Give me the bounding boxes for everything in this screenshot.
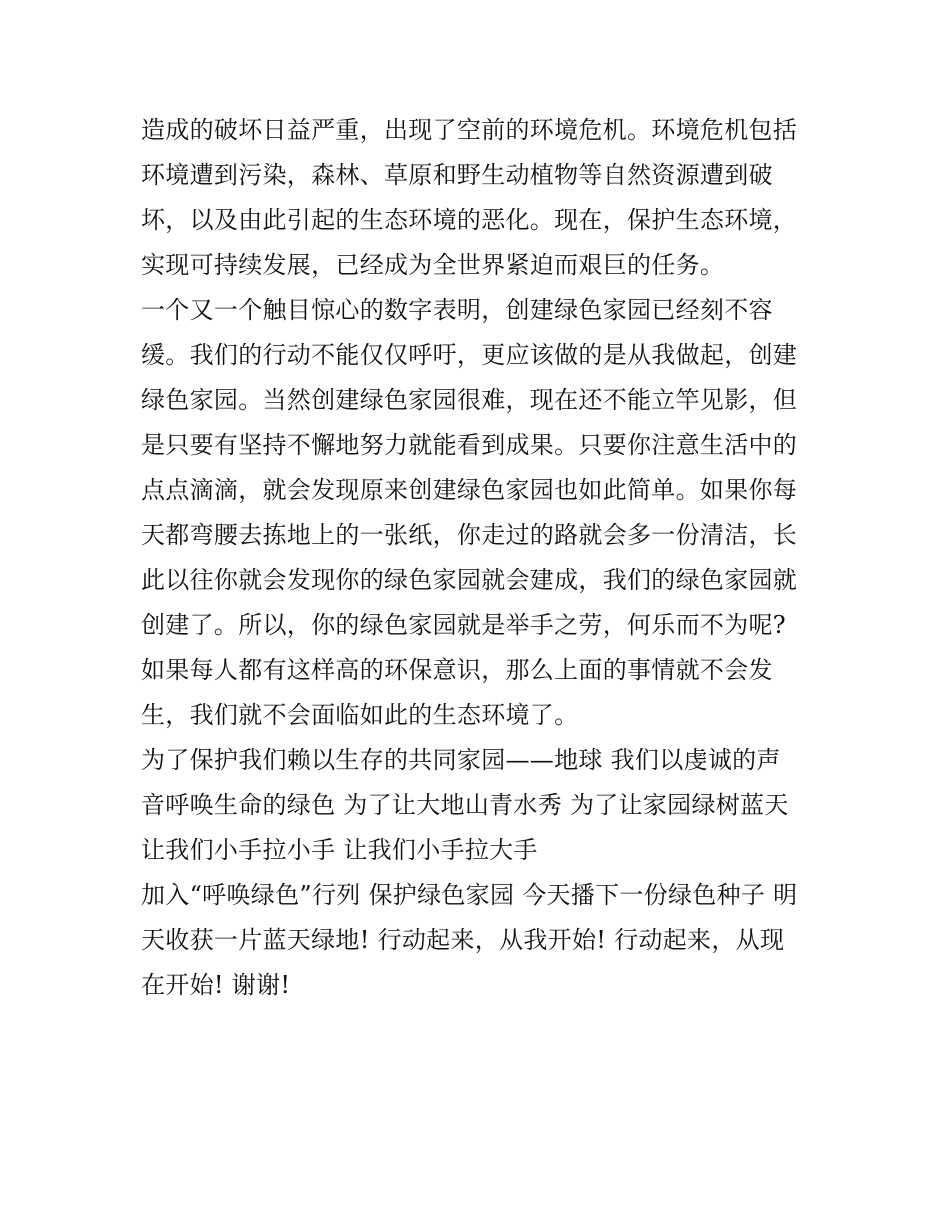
text-line: 是只要有坚持不懈地努力就能看到成果。只要你注意生活中的 <box>141 431 798 459</box>
paragraph-2 <box>141 288 821 738</box>
paragraph-3 <box>141 738 821 873</box>
text-line: 创建了。所以，你的绿色家园就是举手之劳，何乐而不为呢? <box>141 611 786 639</box>
text-line: 点点滴滴，就会发现原来创建绿色家园也如此简单。如果你每 <box>141 476 798 504</box>
text-line: 加入“呼唤绿色”行列 保护绿色家园 今天播下一份绿色种子 明 <box>141 881 798 909</box>
text-line: 实现可持续发展，已经成为全世界紧迫而艰巨的任务。 <box>141 251 725 279</box>
text-line: 绿色家园。当然创建绿色家园很难，现在还不能立竿见影，但 <box>141 386 798 414</box>
text-line: 生，我们就不会面临如此的生态环境了。 <box>141 701 579 729</box>
text-line: 造成的破坏日益严重，出现了空前的环境危机。环境危机包括 <box>141 116 798 144</box>
text-line: 为了保护我们赖以生存的共同家园——地球 我们以虔诚的声 <box>141 746 781 774</box>
text-line: 天收获一片蓝天绿地! 行动起来，从我开始! 行动起来，从现 <box>141 926 785 954</box>
text-line: 音呼唤生命的绿色 为了让大地山青水秀 为了让家园绿树蓝天 <box>141 791 789 819</box>
paragraph-1 <box>141 108 821 288</box>
text-line: 缓。我们的行动不能仅仅呼吁，更应该做的是从我做起，创建 <box>141 341 798 369</box>
text-line: 此以往你就会发现你的绿色家园就会建成，我们的绿色家园就 <box>141 566 798 594</box>
text-line: 天都弯腰去拣地上的一张纸，你走过的路就会多一份清洁，长 <box>141 521 798 549</box>
paragraph-4 <box>141 873 821 1008</box>
text-line: 环境遭到污染，森林、草原和野生动植物等自然资源遭到破 <box>141 161 773 189</box>
document-body <box>141 108 821 1008</box>
text-line: 在开始! 谢谢! <box>141 971 291 999</box>
text-line: 如果每人都有这样高的环保意识，那么上面的事情就不会发 <box>141 656 773 684</box>
text-line: 一个又一个触目惊心的数字表明，创建绿色家园已经刻不容 <box>141 296 773 324</box>
text-line: 坏，以及由此引起的生态环境的恶化。现在，保护生态环境， <box>141 206 798 234</box>
text-line: 让我们小手拉小手 让我们小手拉大手 <box>141 836 538 864</box>
